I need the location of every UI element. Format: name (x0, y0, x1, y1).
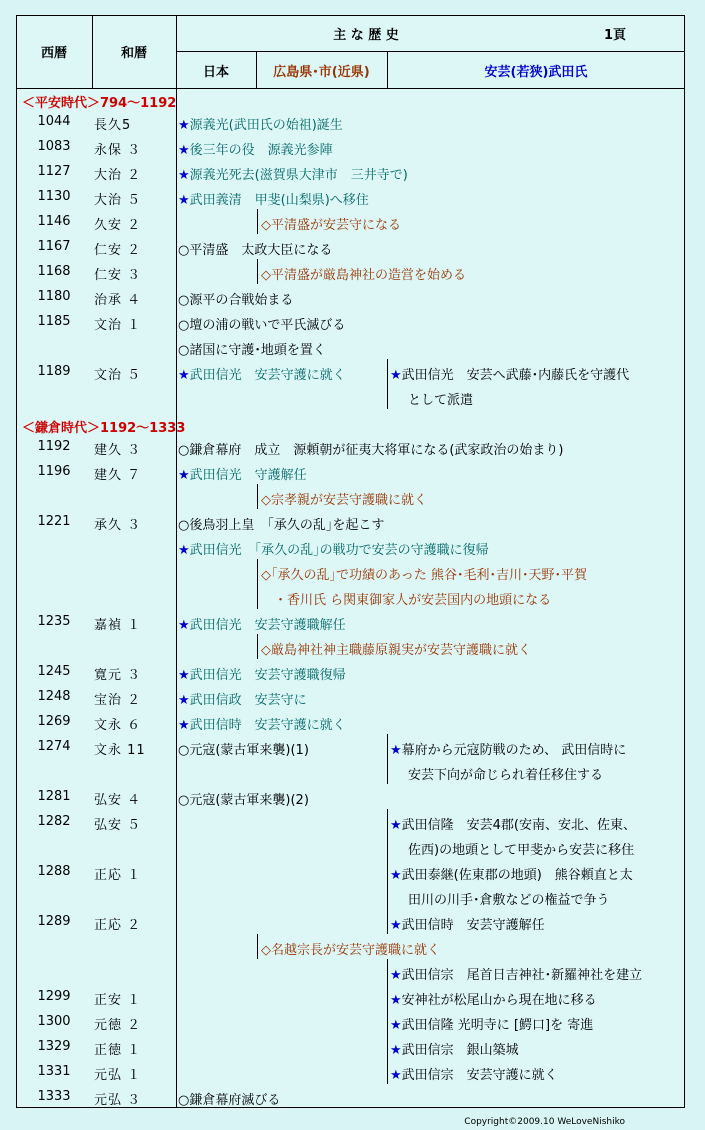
table-row (16, 109, 685, 134)
year-cell: 1180 (37, 289, 71, 304)
table-row (16, 634, 685, 659)
table-row (16, 659, 685, 684)
table-row (16, 709, 685, 734)
table-row (16, 459, 685, 484)
star-icon: ★ (390, 368, 402, 383)
year-cell: 1127 (37, 164, 71, 179)
table-row (16, 384, 685, 409)
hiroshima-event: ◇｢承久の乱｣で功績のあった 熊谷･毛利･吉川･天野･平賀 (261, 568, 588, 583)
main-title: 主 な 歴 史 (333, 27, 399, 43)
takeda-event: ★武田泰継(佐東郡の地頭) 熊谷頼直と太 (390, 868, 633, 883)
wareki-cell: 宝治 ２ (94, 693, 142, 708)
era-heian: ＜平安時代＞794～1192 (22, 96, 177, 111)
star-icon: ★ (390, 918, 402, 933)
year-cell: 1167 (37, 239, 71, 254)
year-cell: 1274 (37, 739, 71, 754)
wareki-cell: 正安 １ (94, 993, 142, 1008)
table-row (16, 1009, 685, 1034)
takeda-event: として派遣 (408, 393, 474, 408)
table-row (16, 984, 685, 1009)
wareki-cell: 弘安 ５ (94, 818, 142, 833)
col-wareki-header: 和暦 (120, 46, 147, 61)
table-row (16, 1059, 685, 1084)
year-cell: 1192 (37, 439, 71, 454)
japan-event: ○鎌倉幕府 成立 源頼朝が征夷大将軍になる(武家政治の始まり) (178, 443, 564, 458)
takeda-japan-event: ★武田信光 守護解任 (178, 468, 307, 483)
wareki-cell: 建久 ３ (94, 443, 142, 458)
star-icon: ★ (178, 143, 190, 158)
hiroshima-event: ◇名越宗長が安芸守護職に就く (261, 943, 440, 958)
takeda-japan-event: ★武田信光 安芸守護職復帰 (178, 668, 346, 683)
wareki-cell: 正徳 １ (94, 1043, 142, 1058)
table-row (16, 434, 685, 459)
wareki-cell: 文永 ６ (94, 718, 142, 733)
year-cell: 1299 (37, 989, 71, 1004)
year-cell: 1248 (37, 689, 71, 704)
wareki-cell: 文治 ５ (94, 368, 142, 383)
wareki-cell: 治承 ４ (94, 293, 142, 308)
table-row (16, 1084, 685, 1109)
year-cell: 1146 (37, 214, 71, 229)
wareki-cell: 寛元 ３ (94, 668, 142, 683)
takeda-event: ★武田信宗 安芸守護に就く (390, 1068, 558, 1083)
wareki-cell: 仁安 ３ (94, 268, 142, 283)
table-row (16, 559, 685, 584)
takeda-japan-event: ★後三年の役 源義光参陣 (178, 143, 333, 158)
takeda-event: ★武田信隆 光明寺に [鰐口]を 寄進 (390, 1018, 594, 1033)
japan-event: ○元寇(蒙古軍来襲)(1) (178, 743, 309, 758)
table-row (16, 684, 685, 709)
star-icon: ★ (178, 718, 190, 733)
star-icon: ★ (178, 118, 190, 133)
star-icon: ★ (390, 1043, 402, 1058)
star-icon: ★ (390, 968, 402, 983)
table-row (16, 509, 685, 534)
japan-event: ○鎌倉幕府滅びる (178, 1093, 281, 1108)
table-row (16, 834, 685, 859)
era-kamakura: ＜鎌倉時代＞1192～1333 (22, 421, 186, 436)
year-cell: 1289 (37, 914, 71, 929)
wareki-cell: 承久 ３ (94, 518, 142, 533)
table-row (16, 784, 685, 809)
table-row (16, 259, 685, 284)
table-row (16, 159, 685, 184)
year-cell: 1189 (37, 364, 71, 379)
wareki-cell: 元弘 ３ (94, 1093, 142, 1108)
table-row (16, 1034, 685, 1059)
japan-event: ○源平の合戦始まる (178, 293, 294, 308)
takeda-event: 田川の川手･倉敷などの権益で争う (408, 893, 610, 908)
star-icon: ★ (178, 368, 190, 383)
wareki-cell: 大治 ５ (94, 193, 142, 208)
year-cell: 1185 (37, 314, 71, 329)
table-row (16, 534, 685, 559)
takeda-japan-event: ★武田義清 甲斐(山梨県)へ移住 (178, 193, 369, 208)
year-cell: 1300 (37, 1014, 71, 1029)
japan-event: ○諸国に守護･地頭を置く (178, 343, 326, 358)
sub-header-japan: 日本 (202, 64, 229, 80)
wareki-cell: 文永 11 (94, 743, 146, 758)
takeda-event: 安芸下向が命じられ着任移住する (408, 768, 604, 783)
year-cell: 1221 (37, 514, 71, 529)
table-row (16, 209, 685, 234)
wareki-cell: 弘安 ４ (94, 793, 142, 808)
table-row (16, 884, 685, 909)
table-row (16, 759, 685, 784)
year-cell: 1044 (37, 114, 71, 129)
star-icon: ★ (178, 618, 190, 633)
takeda-japan-event: ★武田信政 安芸守に (178, 693, 307, 708)
table-row (16, 234, 685, 259)
wareki-cell: 永保 ３ (94, 143, 142, 158)
takeda-event: ★武田信宗 尾首日吉神社･新羅神社を建立 (390, 968, 643, 983)
takeda-japan-event: ★武田信光 安芸守護職解任 (178, 618, 346, 633)
takeda-japan-event: ★武田信光 安芸守護に就く (178, 368, 346, 383)
wareki-cell: 正応 ２ (94, 918, 142, 933)
table-row (16, 959, 685, 984)
takeda-event: ★武田信光 安芸へ武藤･内藤氏を守護代 (390, 368, 630, 383)
table-row (16, 484, 685, 509)
hiroshima-event: ◇平清盛が厳島神社の造営を始める (261, 268, 466, 283)
wareki-cell: 長久5 (94, 118, 132, 133)
year-cell: 1130 (37, 189, 71, 204)
star-icon: ★ (390, 1068, 402, 1083)
table-row (16, 584, 685, 609)
hiroshima-event: ◇宗孝親が安芸守護職に就く (261, 493, 427, 508)
table-row (16, 934, 685, 959)
table-row (16, 359, 685, 384)
year-cell: 1168 (37, 264, 71, 279)
wareki-cell: 文治 １ (94, 318, 142, 333)
table-row (16, 334, 685, 359)
wareki-cell: 大治 ２ (94, 168, 142, 183)
takeda-event: 佐西)の地頭として甲斐から安芸に移住 (408, 843, 635, 858)
table-row (16, 734, 685, 759)
table-row (16, 809, 685, 834)
year-cell: 1083 (37, 139, 71, 154)
table-row (16, 909, 685, 934)
wareki-cell: 久安 ２ (94, 218, 142, 233)
star-icon: ★ (178, 693, 190, 708)
wareki-cell: 仁安 ２ (94, 243, 142, 258)
table-row (16, 284, 685, 309)
wareki-cell: 元弘 １ (94, 1068, 142, 1083)
table-row (16, 309, 685, 334)
year-cell: 1196 (37, 464, 71, 479)
page-number: 1頁 (603, 27, 627, 43)
wareki-cell: 正応 １ (94, 868, 142, 883)
japan-event: ○壇の浦の戦いで平氏滅びる (178, 318, 346, 333)
takeda-event: ★武田信宗 銀山築城 (390, 1043, 519, 1058)
year-cell: 1281 (37, 789, 71, 804)
star-icon: ★ (390, 868, 402, 883)
takeda-event: ★武田信隆 安芸4郡(安南、安北、佐東、 (390, 818, 636, 833)
star-icon: ★ (178, 468, 190, 483)
japan-event: ○平清盛 太政大臣になる (178, 243, 333, 258)
star-icon: ★ (390, 993, 402, 1008)
col-year-header: 西暦 (40, 46, 67, 61)
star-icon: ★ (390, 1018, 402, 1033)
wareki-cell: 元徳 ２ (94, 1018, 142, 1033)
year-cell: 1235 (37, 614, 71, 629)
year-cell: 1282 (37, 814, 71, 829)
year-cell: 1245 (37, 664, 71, 679)
year-cell: 1269 (37, 714, 71, 729)
star-icon: ★ (178, 193, 190, 208)
japan-event: ○後鳥羽上皇 ｢承久の乱｣を起こす (178, 518, 385, 533)
takeda-event: ★安神社が松尾山から現在地に移る (390, 993, 597, 1008)
takeda-event: ★武田信時 安芸守護解任 (390, 918, 545, 933)
star-icon: ★ (178, 168, 190, 183)
takeda-japan-event: ★源義光(武田氏の始祖)誕生 (178, 118, 343, 133)
star-icon: ★ (178, 543, 190, 558)
table-row (16, 609, 685, 634)
year-cell: 1329 (37, 1039, 71, 1054)
copyright: Copyright©2009.10 WeLoveNishiko (464, 1117, 625, 1127)
star-icon: ★ (390, 743, 402, 758)
hiroshima-event: ・香川氏 ら関東御家人が安芸国内の地頭になる (261, 593, 552, 608)
hiroshima-event: ◇厳島神社神主職藤原親実が安芸守護職に就く (261, 643, 531, 658)
japan-event: ○元寇(蒙古軍来襲)(2) (178, 793, 309, 808)
star-icon: ★ (390, 818, 402, 833)
star-icon: ★ (178, 668, 190, 683)
year-cell: 1288 (37, 864, 71, 879)
takeda-event: ★幕府から元寇防戦のため、 武田信時に (390, 743, 627, 758)
sub-header-hiroshima: 広島県･市(近県) (273, 64, 370, 80)
sub-header-takeda: 安芸(若狭)武田氏 (484, 64, 588, 80)
wareki-cell: 嘉禎 １ (94, 618, 142, 633)
table-row (16, 859, 685, 884)
takeda-japan-event: ★武田信時 安芸守護に就く (178, 718, 346, 733)
year-cell: 1333 (37, 1089, 71, 1104)
table-row (16, 134, 685, 159)
table-row (16, 184, 685, 209)
takeda-japan-event: ★武田信光 ｢承久の乱｣の戦功で安芸の守護職に復帰 (178, 543, 489, 558)
wareki-cell: 建久 ７ (94, 468, 142, 483)
year-cell: 1331 (37, 1064, 71, 1079)
hiroshima-event: ◇平清盛が安芸守になる (261, 218, 401, 233)
takeda-japan-event: ★源義光死去(滋賀県大津市 三井寺で) (178, 168, 408, 183)
